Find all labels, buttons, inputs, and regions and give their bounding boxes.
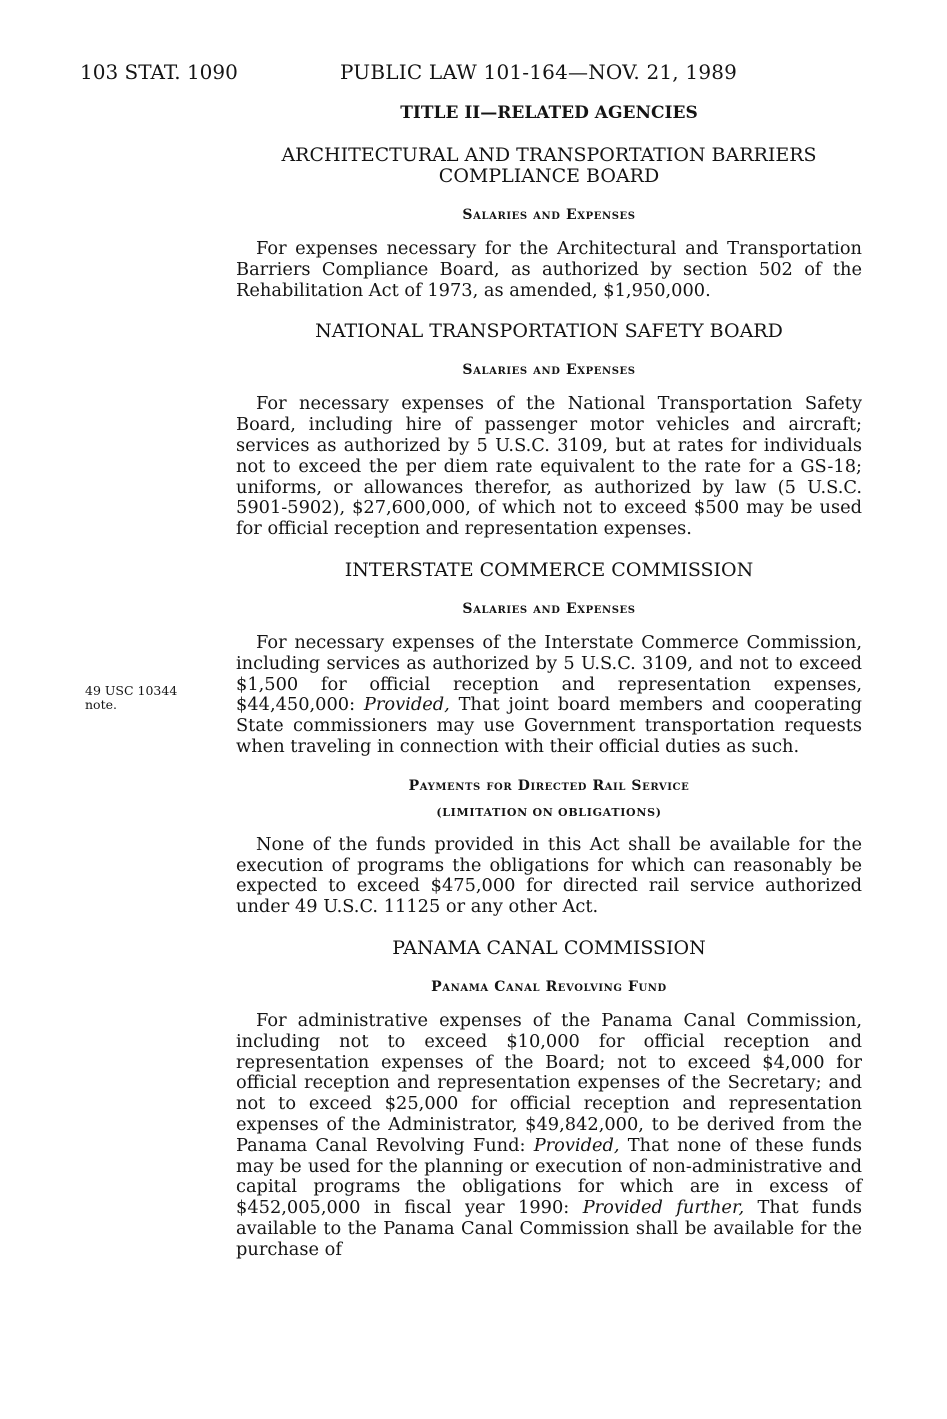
agency-heading-line: ARCHITECTURAL AND TRANSPORTATION BARRIERS [281, 144, 817, 166]
paragraph-text: For necessary expenses of the National Transportation Safety Board, including hire of passenger motor vehicles and aircraft; services as authorized by 5 U.S.C. 3109, but at rates for individuals not to exceed the per diem rate equivalent to the rate for a GS-18; uniforms, or allowances therefor, as authorized by law (5 U.S.C. 5901-5902), $27,600,000, of which not to exceed $500 may be used for official reception and representation expenses. [236, 393, 862, 540]
subheading-icc: Salaries and Expenses [462, 600, 636, 617]
subheading-rail: Payments for Directed Rail Service [408, 777, 690, 794]
subheading-panama: Panama Canal Revolving Fund [431, 978, 667, 995]
paragraph-text: None of the funds provided in this Act shall be available for the execution of programs the obligations for which can reasonably be expected to exceed $475,000 for directed rail service authorized under 49 U.S.C. 11125 or any other Act. [236, 833, 862, 918]
main-text-column [236, 100, 862, 1281]
public-law-citation: PUBLIC LAW 101-164—NOV. 21, 1989 [340, 60, 738, 84]
proviso-term: Provided, [363, 694, 450, 716]
paragraph-text: That none of these funds may be used for the planning or execution of non-administrative and capital programs the obligations for which are in excess of $452,005,000 in fiscal year 1990: [236, 1134, 862, 1219]
paragraph-icc [236, 633, 862, 758]
proviso-term: Provided further, [582, 1197, 745, 1219]
proviso-term: Provided, [533, 1134, 620, 1156]
margin-note-citation: 49 USC 10344 [85, 683, 178, 698]
margin-note [85, 684, 177, 712]
paragraph-text: For expenses necessary for the Architectural and Transportation Barriers Compliance Board, as authorized by section 502 of the Rehabilitation Act of 1973, as amended, $1,950,000. [236, 238, 862, 301]
title-heading: TITLE II—RELATED AGENCIES [400, 103, 698, 123]
paragraph-ntsb [236, 394, 862, 540]
agency-heading-line: COMPLIANCE BOARD [438, 165, 660, 187]
paragraph-rail [236, 835, 862, 918]
subheading-limitation: (LIMITATION ON OBLIGATIONS) [436, 805, 662, 819]
subheading-ntsb: Salaries and Expenses [462, 362, 636, 379]
paragraph-text: That funds available to the Panama Canal Commission shall be available for the purchase of [236, 1197, 862, 1260]
margin-note-suffix: note. [85, 697, 117, 712]
paragraph-text: For administrative expenses of the Panama Canal Commission, including not to exceed $10,000 for official reception and representation expenses of the Board; not to exceed $4,000 for official reception and representation expenses of the Secretary; and not to exceed $25,000 for official reception and representation expenses of the Administrator, $49,842,000, to be derived from the Panama Canal Revolving Fund: [236, 1009, 862, 1156]
agency-heading-ntsb: NATIONAL TRANSPORTATION SAFETY BOARD [315, 320, 783, 343]
subheading-atbcb: Salaries and Expenses [462, 207, 636, 223]
agency-heading-panama: PANAMA CANAL COMMISSION [392, 936, 706, 959]
stat-page-number: 103 STAT. 1090 [80, 60, 238, 84]
agency-heading-atbcb [236, 145, 862, 187]
paragraph-text: That joint board members and cooperating State commissioners may use Government transportation requests when traveling in connection with their official duties as such. [236, 694, 862, 757]
paragraph-panama [236, 1011, 862, 1261]
paragraph-text: For necessary expenses of the Interstate Commerce Commission, including services as authorized by 5 U.S.C. 3109, and not to exceed $1,500 for official reception and representation expenses, $44,450,000: [236, 631, 862, 716]
paragraph-atbcb [236, 239, 862, 301]
agency-heading-icc: INTERSTATE COMMERCE COMMISSION [344, 558, 754, 581]
